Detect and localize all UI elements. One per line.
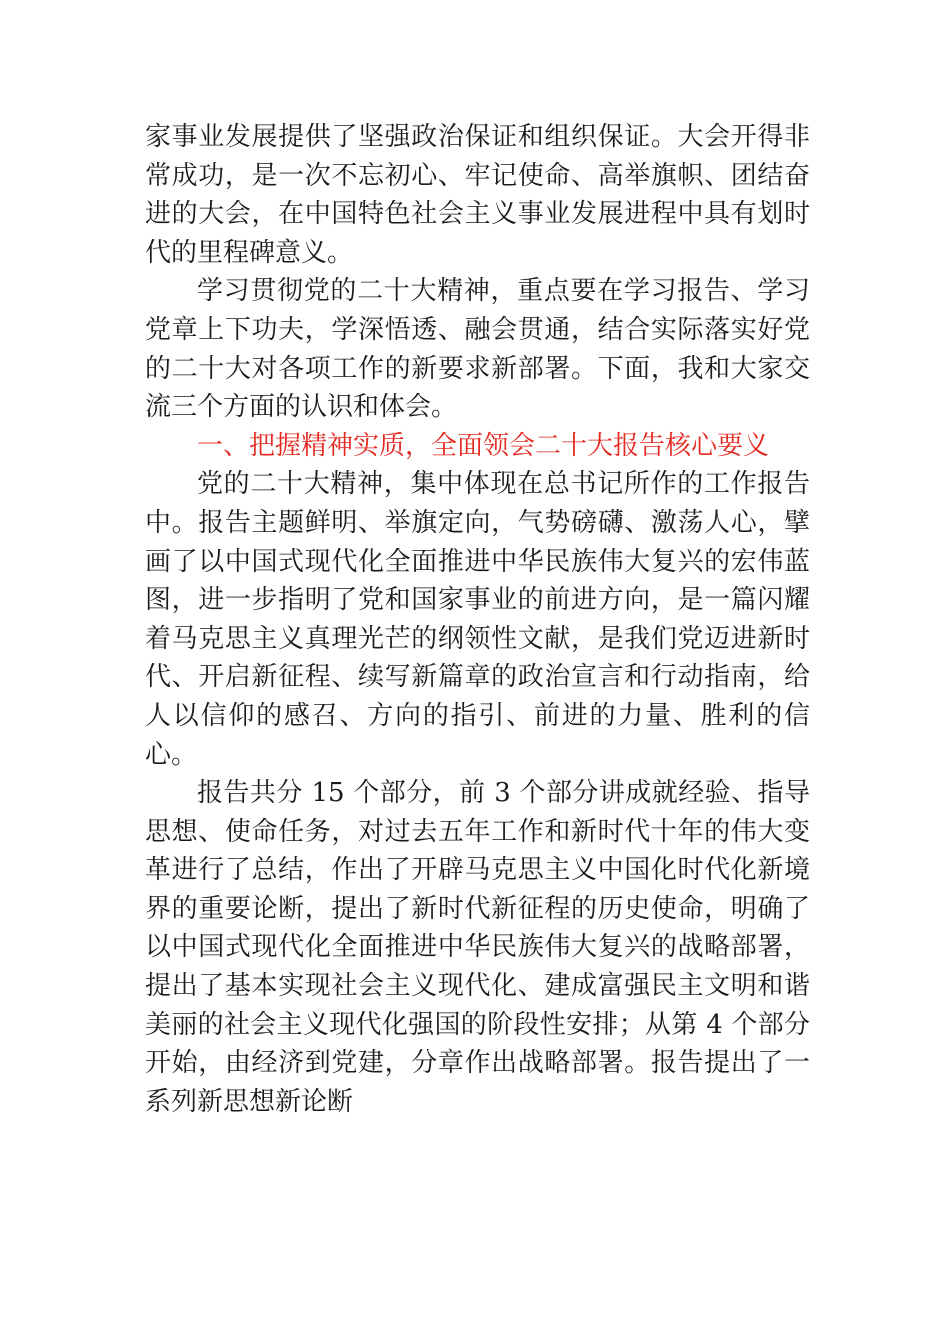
section-heading-one: 一、把握精神实质，全面领会二十大报告核心要义 bbox=[197, 430, 770, 461]
paragraph-report-spirit: 党的二十大精神，集中体现在总书记所作的工作报告中。报告主题鲜明、举旗定向，气势磅礴、激荡人心，擘画了以中国式现代化全面推进中华民族伟大复兴的宏伟蓝图，进一步指明了党和国家事业的前进方向，是一篇闪耀着马克思主义真理光芒的纲领性文献，是我们党迈进新时代、开启新征程、续写新篇章的政治宣言和行动指南，给人以信仰的感召、方向的指引、前进的力量、胜利的信心。 bbox=[145, 469, 810, 770]
paragraph-continuation: 家事业发展提供了坚强政治保证和组织保证。大会开得非常成功，是一次不忘初心、牢记使命、高举旗帜、团结奋进的大会，在中国特色社会主义事业发展进程中具有划时代的里程碑意义。 bbox=[145, 122, 810, 268]
paragraph-report-structure: 报告共分 15 个部分，前 3 个部分讲成就经验、指导思想、使命任务，对过去五年工作和新时代十年的伟大变革进行了总结，作出了开辟马克思主义中国化时代化新境界的重要论断，提出了新时代新征程的历史使命，明确了以中国式现代化全面推进中华民族伟大复兴的战略部署，提出了基本实现社会主义现代化、建成富强民主文明和谐美丽的社会主义现代化强国的阶段性安排；从第 4 个部分开始，由经济到党建，分章作出战略部署。报告提出了一系列新思想新论断 bbox=[145, 778, 810, 1117]
document-body bbox=[145, 118, 810, 1121]
paragraph-study-approach: 学习贯彻党的二十大精神，重点要在学习报告、学习党章上下功夫，学深悟透、融会贯通，结合实际落实好党的二十大对各项工作的新要求新部署。下面，我和大家交流三个方面的认识和体会。 bbox=[145, 276, 810, 423]
